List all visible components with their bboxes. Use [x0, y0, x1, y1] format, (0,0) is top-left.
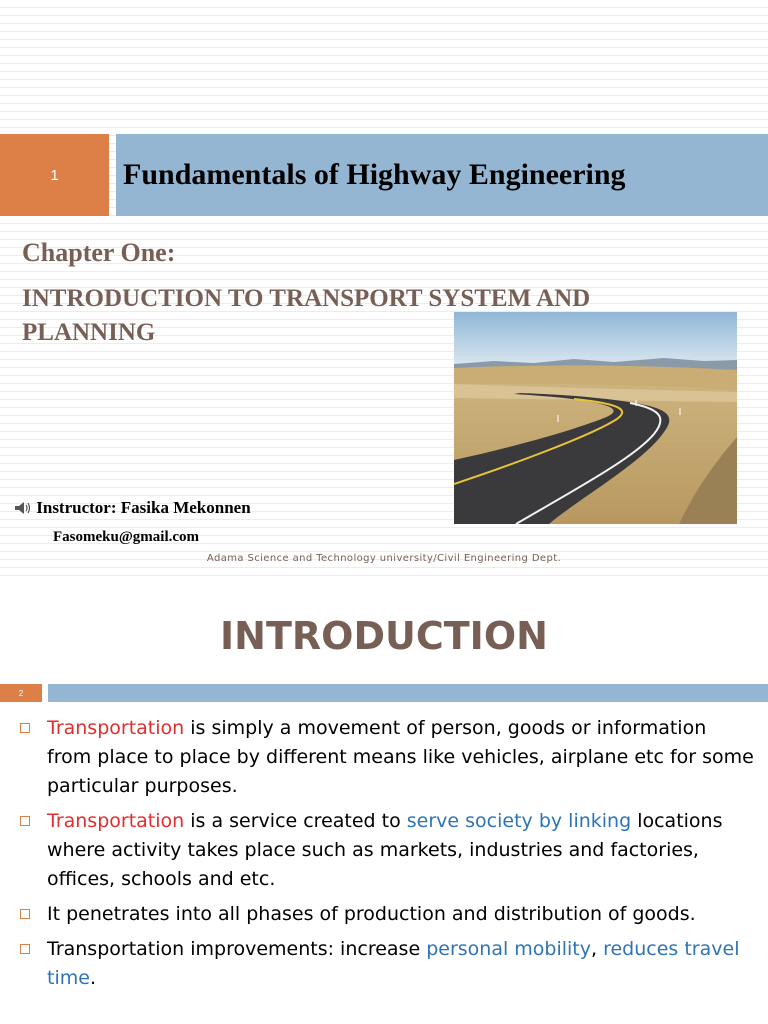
square-bullet-icon	[20, 816, 30, 826]
square-bullet-icon	[20, 723, 30, 733]
slide-number: 1	[50, 166, 59, 184]
slide-2	[0, 578, 768, 1024]
bullet-emphasis: reduces travel time	[47, 938, 740, 989]
bullet-text: Transportation improvements: increase	[47, 938, 427, 960]
bullet-text: locations where activity takes place such as markets, industries and factories, offices, schools and etc.	[47, 810, 723, 890]
bullet-text: It penetrates into all phases of production and distribution of goods.	[47, 903, 696, 925]
bullet-item	[20, 935, 755, 993]
instructor-line	[14, 498, 251, 518]
chapter-title: INTRODUCTION TO TRANSPORT SYSTEM AND PLANNING	[22, 285, 591, 346]
square-bullet-icon	[20, 944, 30, 954]
bullet-emphasis: personal mobility	[426, 938, 591, 960]
bullet-emphasis: serve society by linking	[406, 810, 632, 832]
bullet-item	[20, 714, 755, 801]
slide-heading: INTRODUCTION	[220, 614, 548, 658]
bullet-highlight: Transportation	[47, 810, 185, 832]
bullet-highlight: Transportation	[47, 717, 185, 739]
bullet-item	[20, 900, 755, 929]
bullet-text: ,	[591, 938, 604, 960]
instructor-email: Fasomeku@gmail.com	[53, 529, 200, 545]
slide-footer: Adama Science and Technology university/Civil Engineering Dept.	[206, 553, 562, 564]
bullet-list	[20, 714, 755, 999]
bullet-text: .	[89, 967, 96, 989]
bullet-text: is simply a movement of person, goods or information from place to place by different means like vehicles, airplane etc for some particular purposes.	[47, 717, 754, 797]
slide-number-box	[0, 684, 42, 702]
bullet-item	[20, 807, 755, 894]
slide-title: Fundamentals of Highway Engineering	[123, 158, 626, 191]
chapter-label: Chapter One:	[22, 238, 176, 267]
instructor-name: Instructor: Fasika Mekonnen	[36, 498, 251, 517]
square-bullet-icon	[20, 909, 30, 919]
header-bar	[48, 684, 768, 702]
slide-number: 2	[18, 688, 24, 698]
slide-number-box	[0, 134, 109, 216]
speaker-icon	[14, 501, 32, 515]
bullet-text: is a service created to	[184, 810, 407, 832]
road-photo	[454, 312, 737, 524]
